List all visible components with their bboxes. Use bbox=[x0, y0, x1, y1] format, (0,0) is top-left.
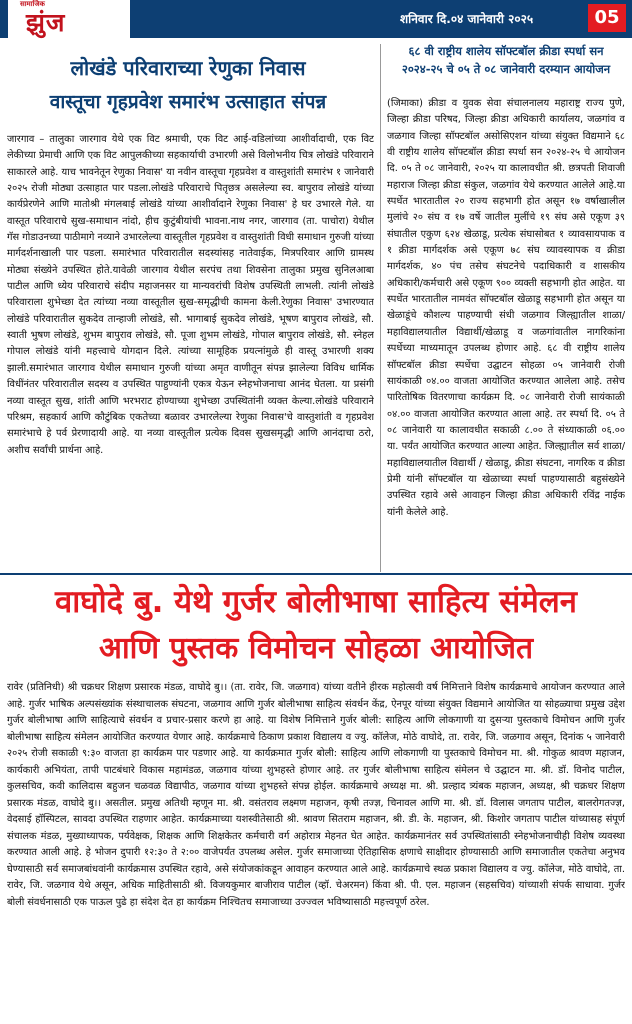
article3-text: रावेर (प्रतिनिधी) श्री चक्रधर शिक्षण प्रसारक मंडळ, वाघोदे बु।। (ता. रावेर, जि. जळगाव) यांच्या वतीने हीरक महोत्सवी वर्ष निमित्ताने विशेष कार्यक्रमाचे आयोजन करण्यात आले आहे. गुर्जर भाषिक अल्पसंख्यांक संस्थाचालक संघटना, जळगाव आणि गुर्जर बोलीभाषा साहित्य संवर्धन केंद्र, ऐनपूर यांच्या संयुक्त विद्यमाने आयोजित या सोहळ्याचा प्रमुख उद्देश गुर्जर बोलीभाषा आणि साहित्याचे संवर्धन व प्रचार-प्रसार करणे हा आहे. या विशेष निमित्ताने गुर्जर बोली: साहित्य आणि लोकगाणी या दुसऱ्या पुस्तकाचे विमोचन आणि गुर्जर बोलीभाषा साहित्य संमेलन आयोजित करण्यात येणार आहे. कार्यक्रमाचे ठिकाण प्रकाश विद्यालय व ज्यु. कॉलेज, मोठे वाघोदे, ता. रावेर, जि. जळगाव असून, दिनांक ५ जानेवारी २०२५ रोजी सकाळी ९:३० वाजता हा कार्यक्रम पार पडणार आहे. या कार्यक्रमात गुर्जर बोली: साहित्य आणि लोकगाणी या पुस्तकाचे विमोचन मा. श्री. गोकुळ श्रावण महाजन, कार्यकारी अभियंता, तापी पाटबंधारे विकास महामंडळ, जळगाव यांच्या शुभहस्ते होणार आहे. तर गुर्जर बोलीभाषा साहित्य संमेलन चे उद्घाटन मा. श्री. डॉ. विनोद पाटील, कुलसचिव, कवी कालिदास बहुजन चळवळ विद्यापीठ, जळगाव यांच्या शुभहस्ते संपन्न होईल. कार्यक्रमाचे अध्यक्ष मा. श्री. प्रल्हाद त्र्यंबक महाजन, अध्यक्ष, श्री चक्रधर शिक्षण प्रसारक मंडळ, वाघोदे बु।। असतील. प्रमुख अतिथी म्हणून मा. श्री. वसंतराव लक्ष्मण महाजन, कृषी तज्ज्ञ, चिनावल आणि मा. श्री. डॉ. विलास जगताप पाटील, बालरोगतज्ज्ञ, वेदसाई हॉस्पिटल, सावदा उपस्थित राहणार आहेत. कार्यक्रमाच्या यशस्वीतेसाठी श्री. श्रावण सितराम महाजन, श्री. डी. के. महाजन, श्री. किशोर जगताप पाटील यांच्यासह संपूर्ण संचालक मंडळ, मुख्याध्यापक, पर्यवेक्षक, शिक्षक आणि शिक्षकेतर कर्मचारी वर्ग अहोरात्र मेहनत घेत आहेत. कार्यक्रमानंतर सर्व उपस्थितांसाठी स्नेहभोजनाचीही विशेष व्यवस्था करण्यात आली आहे. हे भोजन दुपारी १२:३० ते २:०० वाजेपर्यंत उपलब्ध असेल. गुर्जर समाजाच्या ऐतिहासिक क्षणाचे साक्षीदार होण्यासाठी आणि समाजातील एकतेचा अनुभव घेण्यासाठी सर्व समाजबांधवांनी कार्यक्रमास उपस्थित रहावे, असे संयोजकांकडून आवाहन करण्यात आले आहे. कार्यक्रमाचे स्थळ प्रकाश विद्यालय व ज्यु. कॉलेज, मोठे वाघोदे, ता. रावेर, जि. जळगाव येथे असून, अधिक माहितीसाठी श्री. विजयकुमार बाजीराव पाटील (व्हॉ. चेअरमन) किंवा श्री. पी. एल. महाजन (सहसचिव) यांच्याशी संपर्क साधावा. गुर्जर बोली संवर्धनासाठी एक पाऊल पुढे हा संदेश देत हा कार्यक्रम निश्चितच समाजाच्या उज्ज्वल भविष्यासाठी महत्त्वपूर्ण ठरेल. bbox=[7, 682, 625, 908]
article3-body bbox=[7, 680, 625, 1015]
logo-text: झुंज bbox=[26, 8, 66, 37]
article2-headline-line2: २०२४-२५ चे ०५ ते ०८ जानेवारी दरम्यान आयोजन bbox=[401, 62, 611, 76]
logo-tagline: सामाजिक bbox=[20, 0, 45, 8]
column-divider bbox=[380, 44, 381, 572]
issue-date: शनिवार दि.०४ जानेवारी २०२५ bbox=[400, 12, 534, 26]
article3-headline-line2: आणि पुस्तक विमोचन सोहळा आयोजित bbox=[98, 631, 534, 666]
page-number: 05 bbox=[588, 4, 626, 32]
section-divider bbox=[0, 573, 632, 575]
article1-text: जारगाव – तालुका जारगाव येथे एक विट श्रमाची, एक विट आई-वडिलांच्या आशीर्वादाची, एक विट लेकीच्या प्रेमाची आणि एक विट आपुलकीच्या सहकार्याची उभारणी असे विलोभनीय चित्र लोखंडे परिवाराने साकारले आहे. याच भावनेतून रेणुका निवास' या नवीन वास्तूचा गृहप्रवेश व वास्तुशांती समारंभ १ जानेवारी २०२५ रोजी मोठ्या उत्साहात पार पडला.लोखंडे परिवाराचे पितृछत्र असलेल्या स्व. बापुराव लोखंडे यांच्या कार्यप्रेरणेने आणि मातोश्री मंगलबाई लोखंडे यांच्या आशीर्वादाने रेणुका निवास' हे घर उभारले गेले. या वास्तूत परिवाराचे सुख-समाधान नांदो, हीच कुटुंबीयांची भावना.नाथ नगर, जारगाव (ता. पाचोरा) येथील गॅस गोडाउनच्या पाठीमागे नव्याने उभारलेल्या वास्तूतील गृहप्रवेश व वास्तुशांती विधी समाधान गुरुजी यांच्या मार्गदर्शनाखाली पार पडला. समारंभात परिवारातील सदस्यांसह नातेवाईक, मित्रपरिवार आणि ग्रामस्थ मोठ्या संख्येने उपस्थित होते.यावेळी जारगाव येथील सरपंच तथा शिवसेना तालुका प्रमुख सुनिलआबा पाटील आणि ध्येय परिवाराचे संदीप महाजनसर या मान्यवरांची विशेष उपस्थिती लाभली. त्यांनी लोखंडे परिवाराला शुभेच्छा देत त्यांच्या नव्या वास्तूतील सुख-समृद्धीची कामना केली.रेणुका निवास' उभारण्यात लोखंडे परिवारातील सुकदेव तान्हाजी लोखंडे, सौ. भागाबाई सुकदेव लोखंडे, भूषण बापुराव लोखंडे, सौ. स्वाती भुषण लोखंडे, शुभम बापुराव लोखंडे, सौ. पूजा शुभम लोखंडे, गोपाल बापुराव लोखंडे, सौ. स्नेहल गोपाल लोखंडे यांनी महत्त्वाचे योगदान दिले. त्यांच्या सामूहिक प्रयत्नांमुळे ही वास्तू उभारणी शक्य झाली.समारंभात जारगाव येथील समाधान गुरुजी यांच्या अमृत वाणीतून संपन्न झालेल्या विविध धार्मिक विधींनंतर परिवारातील सदस्य व उपस्थित पाहुण्यांनी एकत्र येऊन स्नेहभोजनाचा आनंद घेतला. या प्रसंगी नव्या वास्तूत सुख, शांती आणि भरभराट होण्याच्या शुभेच्छा उपस्थितांनी व्यक्त केल्या.लोखंडे परिवाराने परिश्रम, सहकार्य आणि कौटुंबिक एकतेच्या बळावर उभारलेल्या रेणुका निवास'चे वास्तुशांती व गृहप्रवेश समारंभाचे हे पर्व प्रेरणादायी आहे. या नव्या वास्तूतील प्रत्येक दिवस सुखसमृद्धी आणि आनंदाचा ठरो, अशीच सर्वांची प्रार्थना आहे. bbox=[7, 134, 374, 456]
article3-headline-line1: वाघोदे बु. येथे गुर्जर बोलीभाषा साहित्य संमेलन bbox=[55, 584, 577, 620]
article2-body bbox=[387, 96, 625, 574]
article2-headline-line1: ६८ वी राष्ट्रीय शालेय सॉफ्टबॉल क्रीडा स्पर्धा सन bbox=[408, 44, 604, 58]
article1-headline-line1: लोखंडे परिवाराच्या रेणुका निवास bbox=[70, 56, 306, 80]
masthead-bar bbox=[0, 0, 632, 38]
article1-headline-line2: वास्तूचा गृहप्रवेश समारंभ उत्साहात संपन्न bbox=[49, 91, 327, 113]
article1-body bbox=[7, 132, 374, 566]
article2-text: (जिमाका) क्रीडा व युवक सेवा संचालनालय महाराष्ट्र राज्य पुणे, जिल्हा क्रीडा परिषद, जिल्हा क्रीडा अधिकारी कार्यालय, जळगांव व जळगाव जिल्हा सॉफ्टबॉल असोसिएशन यांच्या संयुक्त विद्यमाने ६८ वी राष्ट्रीय शालेय सॉफ्टबॉल क्रीडा स्पर्धा सन २०२४-२५ चे आयोजन दि. ०५ ते ०८ जानेवारी, २०२५ या कालावधीत श्री. छत्रपती शिवाजी महाराज जिल्हा क्रीडा संकुल, जळगांव येथे करण्यात आलेले आहे.या स्पर्धेत भारतातील २० राज्य सहभागी होत असून १७ वर्षाखालील मुलांचे २० संघ व १७ वर्षे जातील मुलींचे १९ संघ असे एकूण ३९ संघातील एकुण ६२४ खेळाडू, प्रत्येक संघासोबत १ व्यावसायपाक व १ क्रीडा मार्गदर्शक असे एकूण ७८ संघ व्यावस्यापक व क्रीडा मार्गदर्शक, ४० पंच तसेच संघटनेचे पदाधिकारी व शासकीय अधिकारी/कर्मचारी असे एकूण ९०० व्यक्ती सहभागी होत आहेत. या स्पर्धेत भारतातील नामवंत सॉफ्टबॉल खेळाडू सहभागी होत असून या खेळाडूंचे कौशल्य पाहण्याची संधी जळगाव जिल्ह्यातील शाळा/महाविद्यालयातील विद्यार्थी/खेळाडू व जळगांवातील नागरिकांना स्पर्धेच्या माध्यमातून उपलब्ध होणार आहे. ६८ वी राष्ट्रीय शालेय सॉफ्टबॉल क्रीडा स्पर्धेचा उद्घाटन सोहळा ०५ जानेवारी रोजी सायंकाळी ०४.०० वाजता आयोजित करण्यात आलेला आहे. तसेच पारितोषिक वितरणाचा कार्यक्रम दि. ०८ जानेवारी रोजी सायंकाळी ०४.०० वाजता आयोजित करण्यात आला आहे. तर स्पर्धा दि. ०५ ते ०८ जानेवारी या कालावधीत सकाळी ८.०० ते संध्याकाळी ०६.०० या. पर्यंत आयोजित करण्यात आल्या आहेत. जिल्ह्यातील सर्व शाळा/महाविद्यालयातील विद्यार्थी / खेळाडू, क्रीडा संघटना, नागरिक व क्रीडा प्रेमी यांनी सॉफ्टबॉल या खेळाच्या स्पर्धा पाहण्यासाठी बहुसंख्येने उपस्थित रहावे असे आवाहन जिल्हा क्रीडा अधिकारी रविंद्र नाईक यांनी केलेले आहे. bbox=[387, 98, 625, 518]
logo bbox=[8, 0, 130, 38]
